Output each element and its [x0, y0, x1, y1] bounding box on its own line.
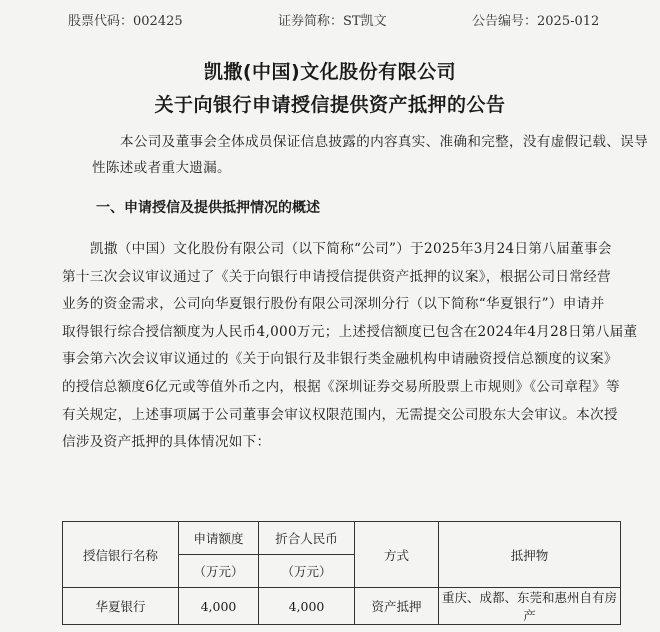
stock-abbreviation: 证券简称：ST凯文 [278, 14, 387, 29]
cell-collateral: 重庆、成都、东莞和惠州自有房产 [439, 588, 621, 625]
table-row [63, 588, 621, 625]
cell-method: 资产抵押 [355, 588, 439, 625]
body-line: 取得银行综合授信额度为人民币4,000万元；上述授信额度已包含在2024年4月28日第八届董 [62, 323, 638, 340]
section-body [62, 236, 638, 457]
header-collateral: 抵押物 [439, 522, 621, 588]
disclaimer-line-1: 本公司及董事会全体成员保证信息披露的内容真实、准确和完整，没有虚假记载、误导 [120, 134, 648, 150]
disclaimer-line-2: 性陈述或者重大遗漏。 [92, 159, 231, 176]
header-method: 方式 [355, 522, 439, 588]
document-header [0, 0, 660, 34]
body-line: 业务的资金需求，公司向华夏银行股份有限公司深圳分行（以下简称“华夏银行”）申请并 [62, 296, 605, 313]
disclaimer-paragraph [92, 130, 648, 181]
cell-bank: 华夏银行 [63, 588, 179, 625]
cell-rmb: 4,000 [259, 588, 355, 625]
body-line: 第十三次会议审议通过了《关于向银行申请授信提供资产抵押的议案》，根据公司日常经营 [62, 268, 611, 285]
body-line: 凯撒（中国）文化股份有限公司（以下简称“公司”）于2025年3月24日第八届董事会 [90, 241, 612, 257]
header-bank: 授信银行名称 [63, 522, 179, 588]
header-rmb: 折合人民币 [259, 522, 355, 555]
body-line: 有关规定，上述事项属于公司董事会审议权限范围内，无需提交公司股东大会审议。本次授 [62, 406, 618, 423]
stock-code: 股票代码：002425 [68, 14, 183, 29]
cell-amount: 4,000 [179, 588, 259, 625]
body-line: 事会第六次会议审议通过的《关于向银行及非银行类金融机构申请融资授信总额度的议案》 [62, 351, 618, 368]
table-header-row [63, 522, 621, 555]
company-title: 凯撒(中国)文化股份有限公司 [203, 61, 457, 83]
body-line: 信涉及资产抵押的具体情况如下： [62, 434, 271, 451]
announcement-number: 公告编号：2025-012 [472, 14, 600, 29]
body-line: 的授信总额度6亿元或等值外币之内，根据《深圳证券交易所股票上市规则》《公司章程》等 [62, 378, 620, 395]
announcement-title: 关于向银行申请授信提供资产抵押的公告 [154, 94, 506, 116]
collateral-table [62, 521, 621, 625]
section-heading: 一、申请授信及提供抵押情况的概述 [96, 200, 320, 216]
unit-rmb: （万元） [259, 555, 355, 588]
header-amount: 申请额度 [179, 522, 259, 555]
unit-amount: （万元） [179, 555, 259, 588]
